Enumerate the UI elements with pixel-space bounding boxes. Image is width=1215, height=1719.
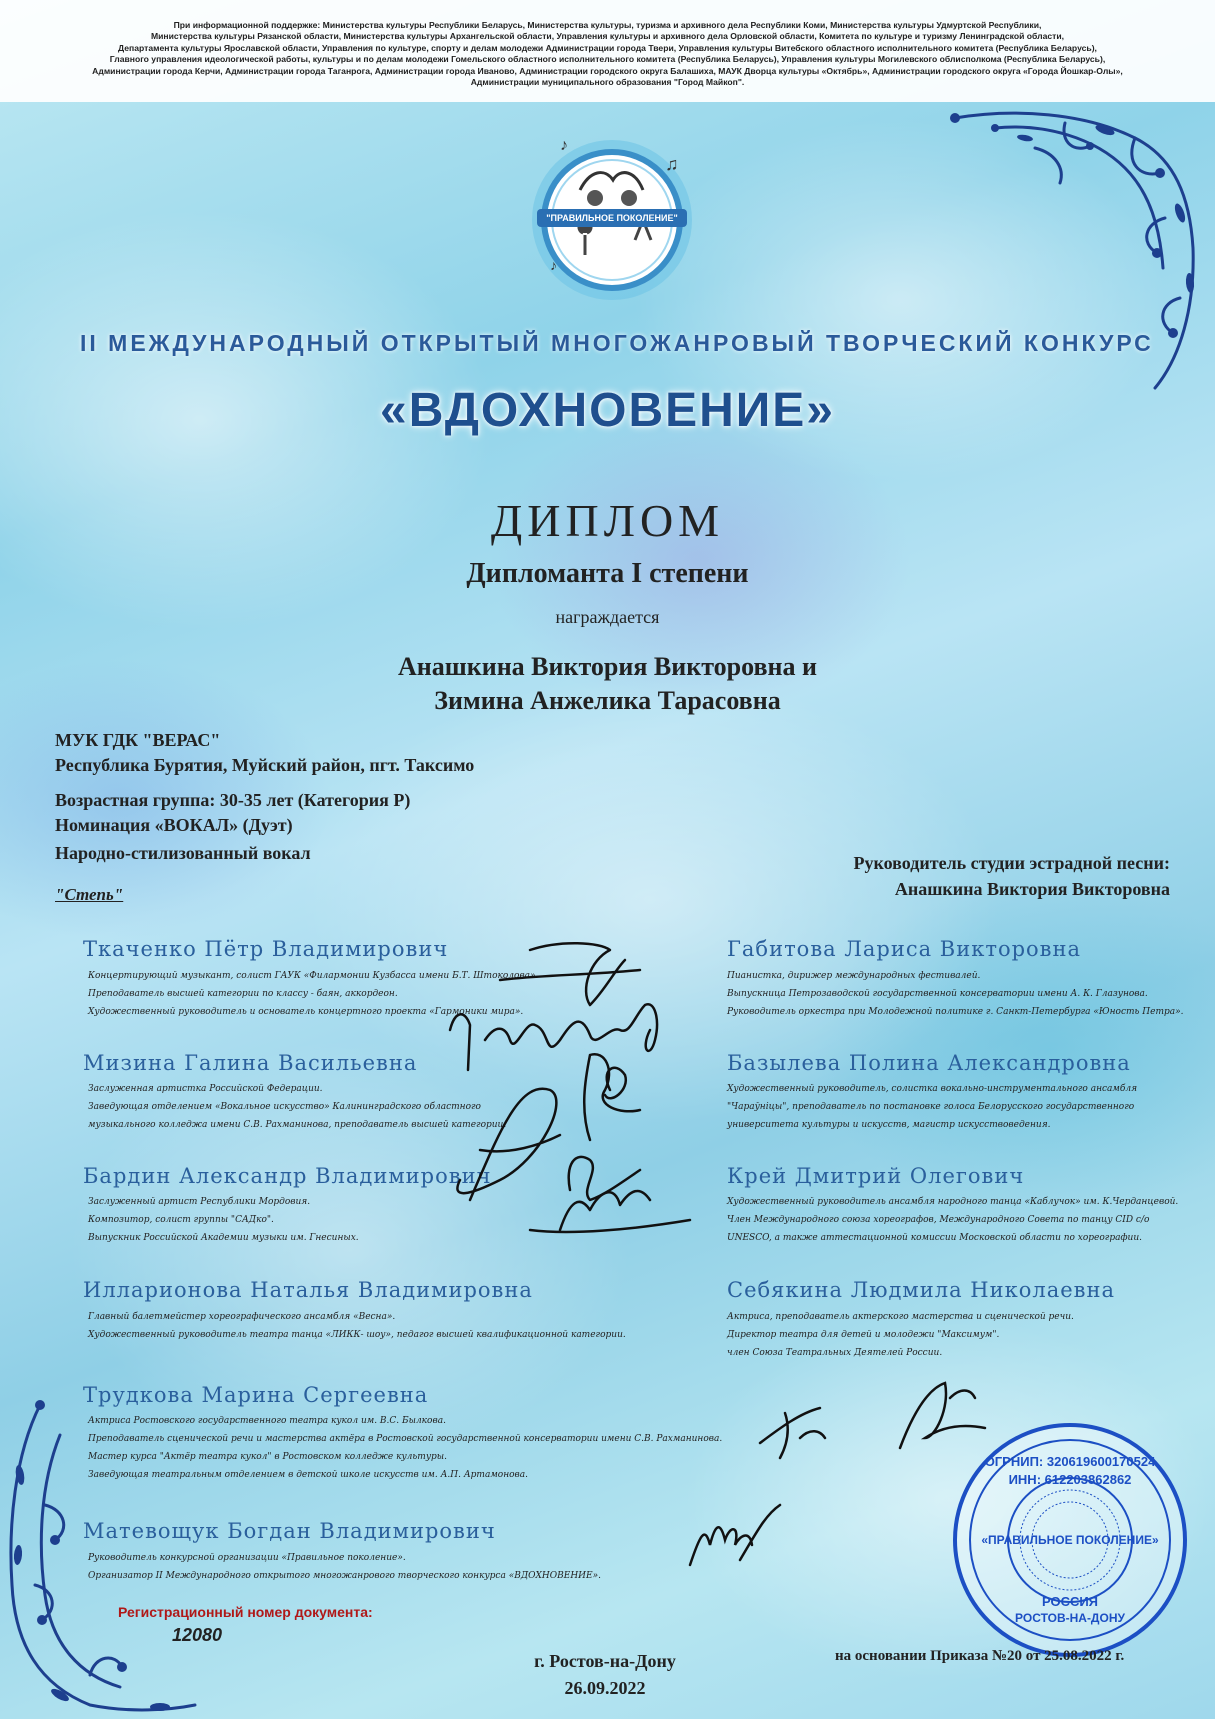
- jury-desc: Художественный руководитель ансамбля народного танца «Каблучок» им. К.Черданцевой. Член Международного союза хореографов, Международного Совета по танцу CID с/о UNESCO, а также аттестационной комиссии Московской области по хореографии.: [727, 1197, 1179, 1243]
- jury-name: Базылева Полина Александровна: [727, 1051, 1131, 1075]
- recipient-name: Анашкина Виктория Викторовна и: [398, 652, 817, 681]
- awarded-label: награждается: [555, 607, 660, 627]
- jury-name: Ткаченко Пётр Владимирович: [83, 937, 449, 961]
- age-group: Возрастная группа: 30-35 лет (Категория Р): [55, 790, 411, 810]
- support-line: Министерства культуры Рязанской области, Министерства культуры Архангельской области, Управления культуры и архивного дела Орловской области, Комитета по культуре и туризму Ленинградской области,: [150, 31, 1065, 42]
- support-line: Администрации города Керчи, Администрации города Таганрога, Администрации города Иваново, Администрации городского округа Балашиха, МАУК Дворца культуры «Октябрь», Администрации городского округа «Города Йошкар-Олы»,: [92, 65, 1123, 76]
- issue-place-date: [480, 1648, 730, 1702]
- jury-desc: Заслуженная артистка Российской Федерации. Заведующая отделением «Вокальное искусство» Калининградского областного музыкального колледжа имени С.В. Рахманинова, преподаватель высшей категории.: [88, 1084, 507, 1130]
- jury-name: Габитова Лариса Викторовна: [727, 937, 1082, 961]
- song-title: "Степь": [55, 885, 124, 904]
- stamp-country: РОССИЯ: [1041, 1594, 1099, 1609]
- support-header: [0, 0, 1215, 102]
- jury-desc: Главный балетмейстер хореографического ансамбля «Весна». Художественный руководитель театра танца «ЛИКК- шоу», педагог высшей квалификационной категории.: [88, 1312, 626, 1340]
- jury-desc: Пианистка, дирижер международных фестивалей. Выпускница Петрозаводской государственной консерватории имени А. К. Глазунова. Руководитель оркестра при Молодежной политике г. Санкт-Петербурга «Юность Петра».: [727, 971, 1184, 1017]
- nomination: Номинация «ВОКАЛ» (Дуэт): [55, 815, 293, 835]
- jury-desc: Актриса Ростовского государственного театра кукол им. В.С. Былкова. Преподаватель сценической речи и мастерства актёра в Ростовской государственной консерватории имени С.В. Рахманинова. Мастер курса "Актёр театра кукол" в Ростовском колледже культуры. Заведующая театральным отделением в детской школе искусств им. А.П. Артамонова.: [88, 1416, 723, 1480]
- recipient-names: [230, 650, 985, 718]
- jury-name: Себякина Людмила Николаевна: [727, 1278, 1116, 1302]
- leader-block: [700, 850, 1170, 902]
- official-stamp: [950, 1420, 1190, 1660]
- svg-text:♫: ♫: [665, 154, 679, 174]
- stamp-title: «ПРАВИЛЬНОЕ ПОКОЛЕНИЕ»: [981, 1533, 1159, 1547]
- svg-text:♪: ♪: [560, 137, 568, 154]
- jury-desc: Актриса, преподаватель актерского мастерства и сценической речи. Директор театра для детей и молодежи "Максимум". член Союза Театральных Деятелей России.: [727, 1312, 1074, 1358]
- contest-logo: [525, 130, 700, 305]
- location: Республика Бурятия, Муйский район, пгт. Таксимо: [55, 755, 475, 775]
- support-line: Главного управления идеологической работы, культуры и по делам молодежи Гомельского областного исполнительного комитета (Республика Беларусь), Управления культуры Могилевского облисполкома (Республика Беларусь),: [109, 54, 1106, 65]
- diploma-degree: Дипломанта I степени: [466, 558, 749, 589]
- issue-date: 26.09.2022: [564, 1678, 646, 1698]
- jury-name: Трудкова Марина Сергеевна: [83, 1383, 429, 1407]
- support-line: Администрации муниципального образования "Город Майкоп".: [470, 77, 745, 88]
- jury-name: Крей Дмитрий Олегович: [727, 1164, 1025, 1188]
- stamp-inn: ИНН: 612203862862: [1008, 1472, 1132, 1487]
- issue-city: г. Ростов-на-Дону: [534, 1651, 676, 1671]
- contest-subtitle: II МЕЖДУНАРОДНЫЙ ОТКРЫТЫЙ МНОГОЖАНРОВЫЙ ТВОРЧЕСКИЙ КОНКУРС: [80, 330, 1154, 356]
- diploma-title: ДИПЛОМ: [490, 495, 725, 546]
- jury-signatures-icon: [440, 930, 730, 1260]
- order-reference: на основании Приказа №20 от 25.08.2022 г.: [835, 1648, 1125, 1664]
- support-line: При информационной поддержке: Министерства культуры Республики Беларусь, Министерства культуры, туризма и архивного дела Республики Коми, Министерства культуры Удмуртской Республики,: [173, 20, 1042, 30]
- jury-desc: Художественный руководитель, солистка вокально-инструментального ансамбля "Чараўніцы", преподаватель по постановке голоса Белорусского государственного университета культуры и искусств, магистр искусствоведения.: [727, 1084, 1138, 1130]
- registration-number: 12080: [172, 1625, 223, 1645]
- jury-name: Бардин Александр Владимирович: [83, 1164, 492, 1188]
- registration-label: Регистрационный номер документа:: [118, 1604, 373, 1620]
- leader-name: Анашкина Виктория Викторовна: [894, 879, 1170, 899]
- jury-name: Матевощук Богдан Владимирович: [83, 1519, 496, 1543]
- recipient-name: Зимина Анжелика Тарасовна: [434, 686, 781, 715]
- jury-desc: Концертирующий музыкант, солист ГАУК «Филармонии Кузбасса имени Б.Т. Штоколова». Преподаватель высшей категории по классу - баян, аккордеон. Художественный руководитель и основатель концертного проекта «Гармоники мира».: [88, 971, 539, 1017]
- jury-desc: Заслуженный артист Республики Мордовия. Композитор, солист группы "САДко". Выпускник Российской Академии музыки им. Гнесиных.: [88, 1197, 359, 1243]
- contest-title: «ВДОХНОВЕНИЕ»: [380, 384, 835, 437]
- stamp-city: РОСТОВ-НА-ДОНУ: [1015, 1611, 1125, 1625]
- jury-desc: Руководитель конкурсной организации «Правильное поколение». Организатор II Международного открытого многожанрового творческого конкурса «ВДОХНОВЕНИЕ».: [88, 1553, 601, 1581]
- logo-text: "ПРАВИЛЬНОЕ ПОКОЛЕНИЕ": [537, 209, 687, 227]
- leader-label: Руководитель студии эстрадной песни:: [853, 853, 1170, 873]
- organization: МУК ГДК "ВЕРАС": [55, 730, 221, 750]
- stamp-ogrnip: ОГРНИП: 320619600170524: [984, 1454, 1156, 1469]
- jury-name: Илларионова Наталья Владимировна: [83, 1278, 533, 1302]
- jury-name: Мизина Галина Васильевна: [83, 1051, 418, 1075]
- genre: Народно-стилизованный вокал: [55, 843, 311, 863]
- signature-organizer-icon: [680, 1495, 790, 1585]
- svg-text:♪: ♪: [550, 259, 557, 274]
- support-line: Департамента культуры Ярославской области, Управления по культуре, спорту и делам молодежи Администрации города Твери, Управления культуры Витебского областного исполнительного комитета (Республика Беларусь),: [118, 42, 1097, 53]
